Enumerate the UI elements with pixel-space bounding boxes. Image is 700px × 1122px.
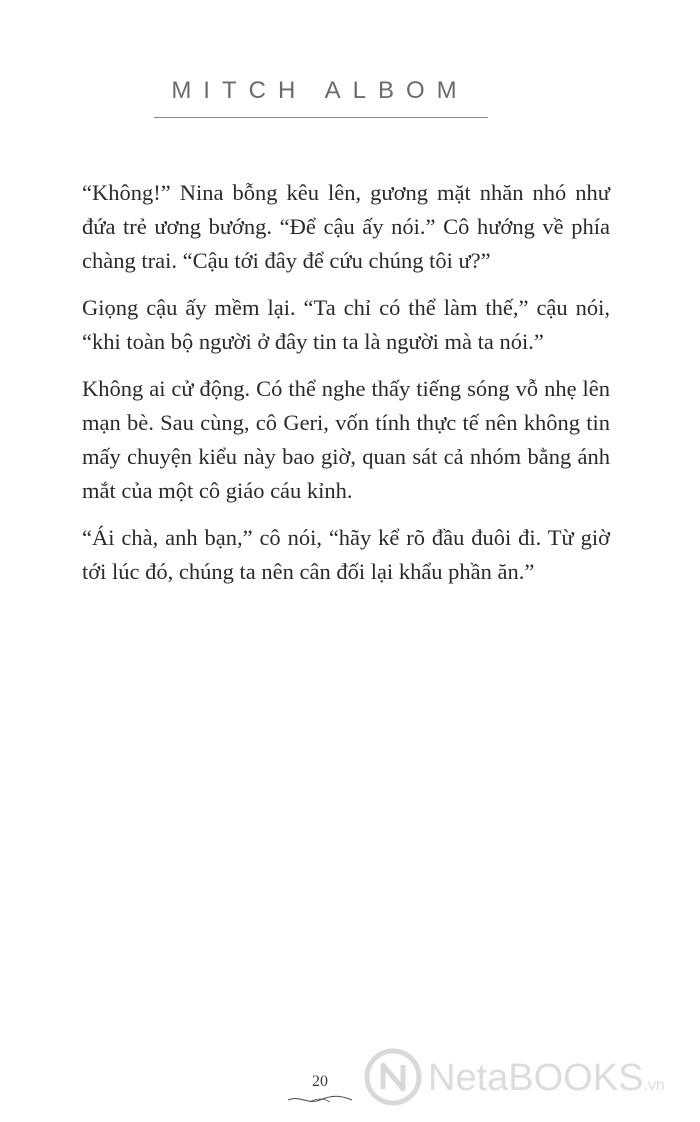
running-head: MITCH ALBOM [171,77,469,104]
body-text [82,176,610,602]
watermark-text [428,1058,665,1106]
neta-n-logo-icon [364,1048,422,1106]
watermark-suffix: .vn [643,1077,665,1094]
watermark [364,1046,700,1110]
watermark-brand: NetaBOOKS [428,1057,644,1099]
paragraph: Không ai cử động. Có thể nghe thấy tiếng sóng vỗ nhẹ lên mạn bè. Sau cùng, cô Geri, vốn tính thực tế nên không tin mấy chuyện kiểu này bao giờ, quan sát cả nhóm bằng ánh mắt của một cô giáo cáu kỉnh. [82,376,610,503]
paragraph: “Ái chà, anh bạn,” cô nói, “hãy kể rõ đầu đuôi đi. Từ giờ tới lúc đó, chúng ta nên cân đối lại khẩu phần ăn.” [82,525,610,584]
page-ornament-icon [286,1094,354,1106]
paragraph: Giọng cậu ấy mềm lại. “Ta chỉ có thể làm thế,” cậu nói, “khi toàn bộ người ở đây tin ta là người mà ta nói.” [82,295,610,354]
paragraph: “Không!” Nina bỗng kêu lên, gương mặt nhăn nhó như đứa trẻ ương bướng. “Để cậu ấy nói.” Cô hướng về phía chàng trai. “Cậu tới đây để cứu chúng tôi ư?” [82,180,610,273]
page-number: 20 [312,1073,328,1090]
running-head-rule [154,117,488,118]
